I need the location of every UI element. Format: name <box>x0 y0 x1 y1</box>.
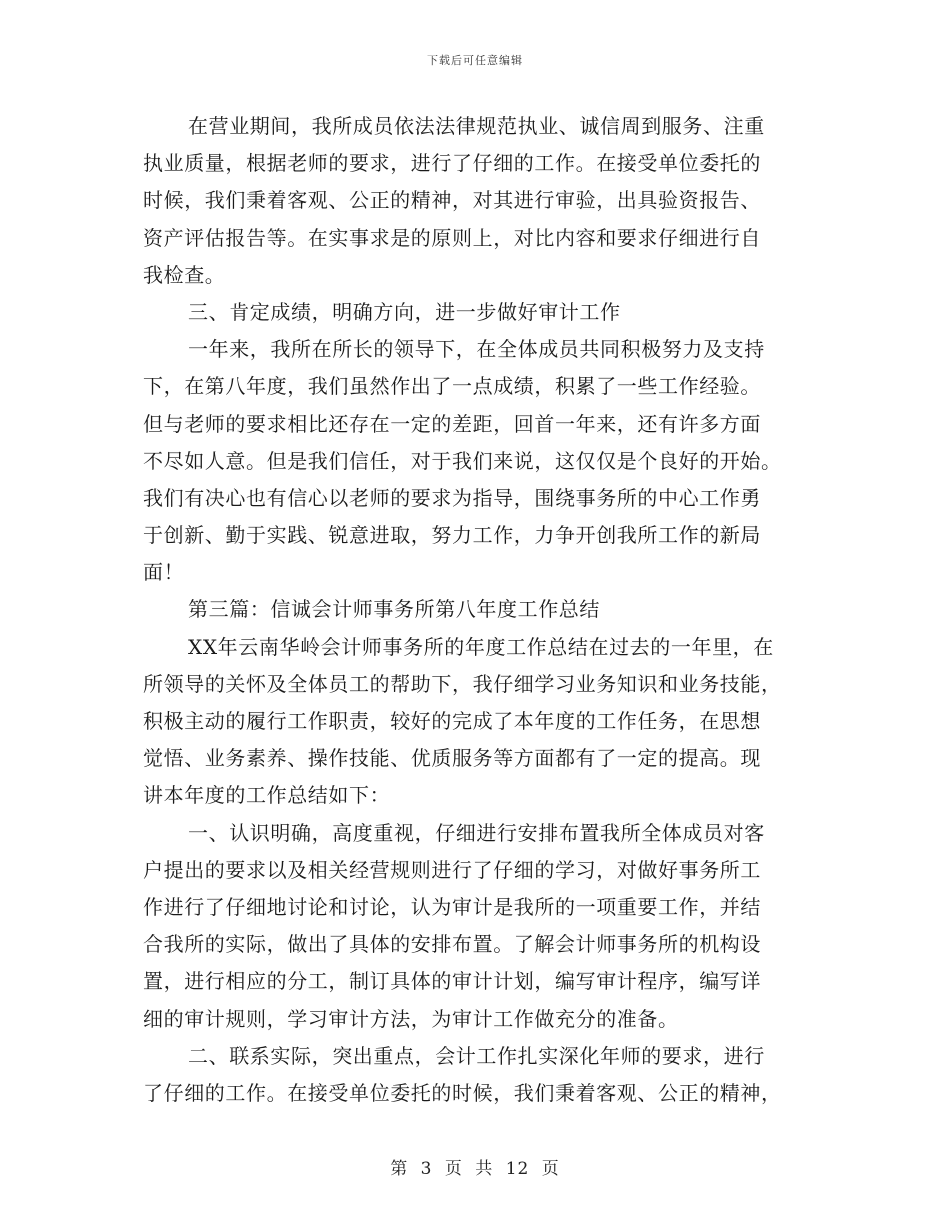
paragraph-line: 细的审计规则，学习审计方法，为审计工作做充分的准备。 <box>143 1006 679 1031</box>
page-number: 第 3 页 共 12 页 <box>390 1159 560 1179</box>
paragraph-line: 户提出的要求以及相关经营规则进行了仔细的学习，对做好事务所工 <box>143 857 761 882</box>
paragraph-line: 觉悟、业务素养、操作技能、优质服务等方面都有了一定的提高。现 <box>143 746 761 771</box>
paragraph-line: 不尽如人意。但是我们信任，对于我们来说，这仅仅是个良好的开始。 <box>143 448 782 473</box>
paragraph-line: 积极主动的履行工作职责，较好的完成了本年度的工作任务，在思想 <box>143 709 761 733</box>
paragraph-line: 置，进行相应的分工，制订具体的审计计划，编写审计程序，编写详 <box>143 969 761 994</box>
page-header: 下载后可任意编辑 <box>427 54 523 67</box>
paragraph-line: 我们有决心也有信心以老师的要求为指导，围绕事务所的中心工作勇 <box>143 485 761 510</box>
paragraph-line: 面！ <box>143 560 185 585</box>
paragraph-line: XX年云南华岭会计师事务所的年度工作总结在过去的一年里，在 <box>188 634 774 659</box>
paragraph-line: 我检查。 <box>143 262 226 287</box>
paragraph-line: 一年来，我所在所长的领导下，在全体成员共同积极努力及支持 <box>188 337 765 362</box>
document-body <box>143 108 811 1112</box>
paragraph-line: 一、认识明确，高度重视，仔细进行安排布置我所全体成员对客 <box>188 820 765 845</box>
paragraph-line: 下，在第八年度，我们虽然作出了一点成绩，积累了一些工作经验。 <box>143 374 761 399</box>
chapter-title: 第三篇：信诚会计师事务所第八年度工作总结 <box>188 597 600 622</box>
paragraph-line: 执业质量，根据老师的要求，进行了仔细的工作。在接受单位委托的 <box>143 151 761 176</box>
paragraph-line: 于创新、勤于实践、锐意进取，努力工作，力争开创我所工作的新局 <box>143 523 761 548</box>
paragraph-line: 合我所的实际，做出了具体的安排布置。了解会计师事务所的机构设 <box>143 932 761 957</box>
paragraph-line: 二、联系实际，突出重点，会计工作扎实深化年师的要求，进行 <box>188 1043 765 1068</box>
paragraph-line: 资产评估报告等。在实事求是的原则上，对比内容和要求仔细进行自 <box>143 225 761 250</box>
paragraph-line: 时候，我们秉着客观、公正的精神，对其进行审验，出具验资报告、 <box>143 188 761 213</box>
paragraph-line: 了仔细的工作。在接受单位委托的时候，我们秉着客观、公正的精神， <box>143 1080 782 1105</box>
section-heading: 三、肯定成绩，明确方向，进一步做好审计工作 <box>188 299 621 324</box>
paragraph-line: 所领导的关怀及全体员工的帮助下，我仔细学习业务知识和业务技能， <box>143 671 782 696</box>
paragraph-line: 讲本年度的工作总结如下： <box>143 783 391 808</box>
paragraph-line: 作进行了仔细地讨论和讨论，认为审计是我所的一项重要工作，并结 <box>143 894 761 919</box>
paragraph-line: 在营业期间，我所成员依法法律规范执业、诚信周到服务、注重 <box>188 114 765 138</box>
paragraph-line: 但与老师的要求相比还存在一定的差距，回首一年来，还有许多方面 <box>143 411 761 436</box>
